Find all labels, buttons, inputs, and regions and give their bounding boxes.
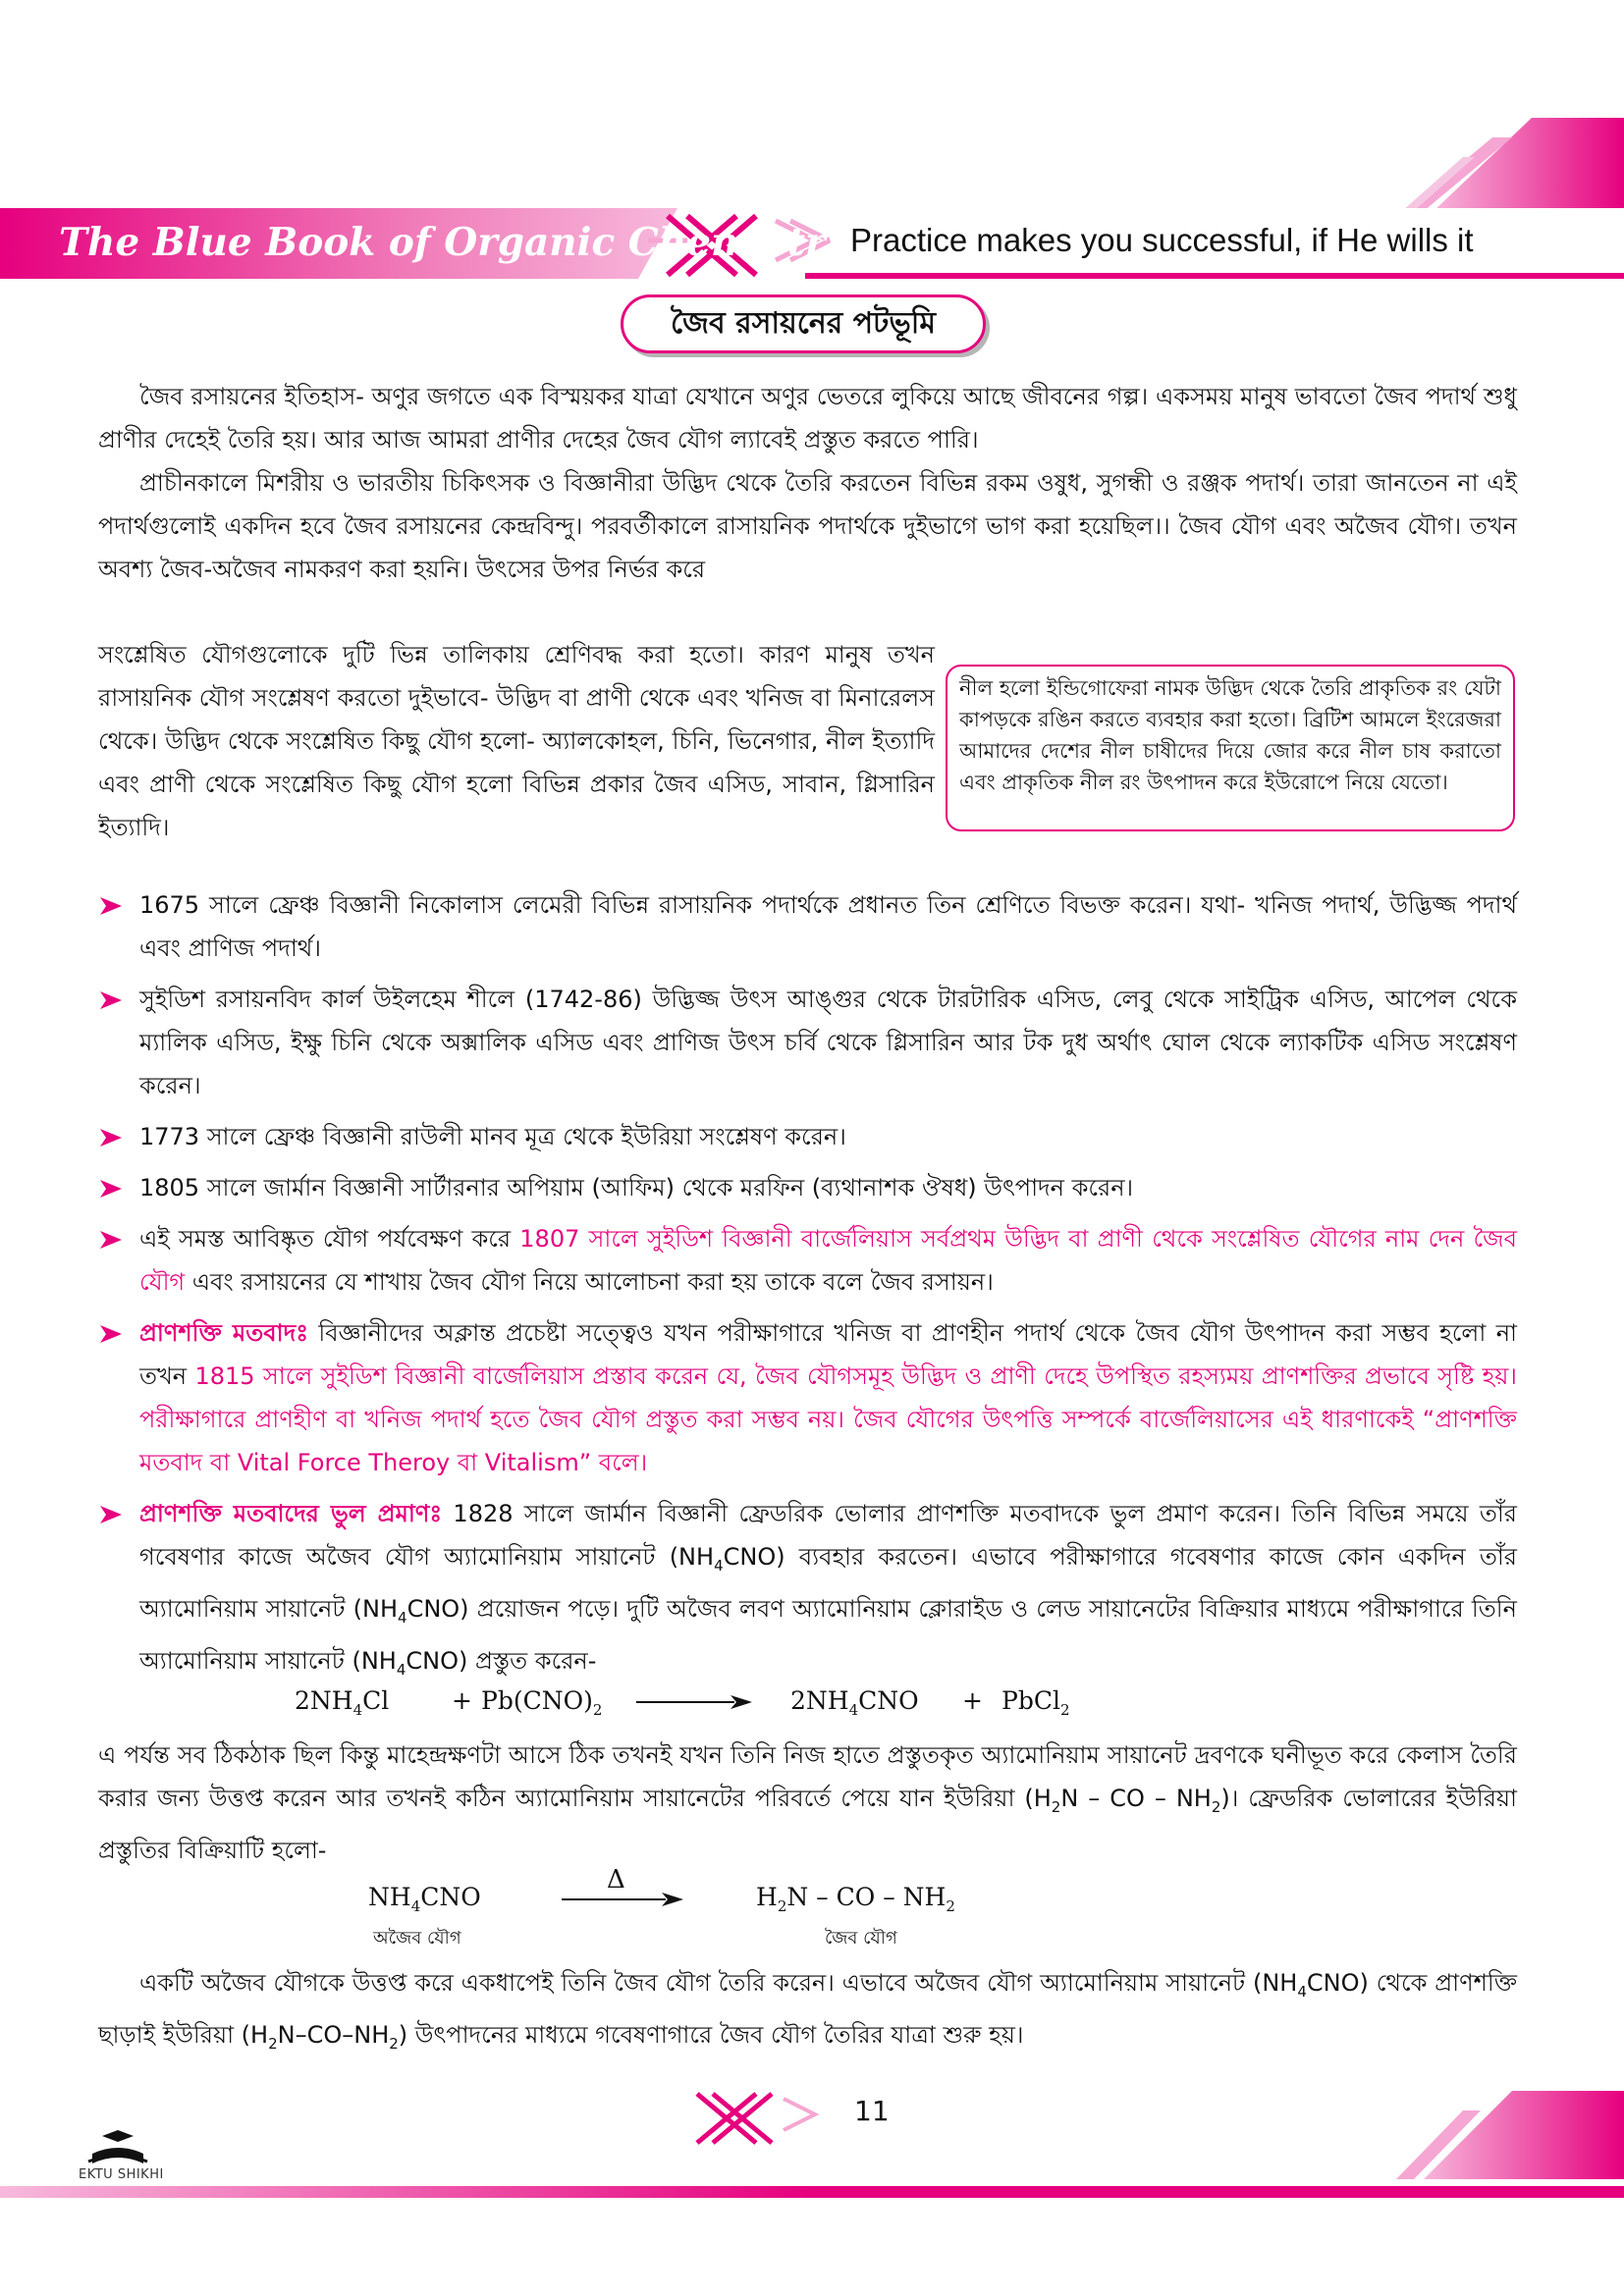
section-title: জৈব রসায়নের পটভূমি: [621, 294, 986, 353]
subscript: 4: [714, 1556, 724, 1575]
indigo-note-box: নীল হলো ইন্ডিগোফেরা নামক উদ্ভিদ থেকে তৈরি প্রাকৃতিক রং যেটা কাপড়কে রঙিন করতে ব্যবহার করা হতো। ব্রিটিশ আমলে ইংরেজরা আমাদের দেশের নীল চাষীদের দিয়ে জোর করে নীল চাষ করাতো এবং প্রাকৃতিক নীল রং উৎপাদন করে ইউরোপে নিয়ে যেতো।: [946, 665, 1515, 831]
bullet-text: সুইডিশ রসায়নবিদ কার্ল উইলহেম শীলে (1742-86) উদ্ভিজ্জ উৎস আঙ্গুর থেকে টারটারিক এসিড, লেবু থেকে সাইট্রিক এসিড, আপেল থেকে ম্যালিক এসিড, ইক্ষু চিনি থেকে অক্সালিক এসিড এবং প্রাণিজ উৎস চর্বি থেকে গ্লিসারিন আর টক দুধ অর্থাৎ ঘোল থেকে ল্যাকটিক এসিড সংশ্লেষণ করেন।: [139, 986, 1517, 1099]
subscript: 2: [1211, 1797, 1221, 1816]
list-item: [98, 1166, 1517, 1209]
book-title: The Blue Book of Organic Chemistry: [59, 220, 848, 265]
subscript: 4: [848, 1701, 859, 1719]
bullet-text: CNO) ব্যবহার করতেন। এভাবে পরীক্ষাগারে গবেষণার কাজে কোন একদিন তাঁর অ্যামোনিয়াম সায়ানেট (NH: [139, 1543, 1517, 1623]
list-item: [98, 1492, 1517, 1690]
subscript: 4: [398, 1608, 407, 1627]
para-text: )। ফ্রেডরিক ভোলারের ইউরিয়া প্রস্তুতির বিক্রিয়াটি হলো-: [98, 1785, 1517, 1864]
arrow-bullet-icon: [98, 989, 124, 1011]
subscript: 2: [592, 1701, 603, 1719]
bullet-text: 1773 সালে ফ্রেঞ্চ বিজ্ঞানী রাউলী মানব মূত্র থেকে ইউরিয়া সংশ্লেষণ করেন।: [139, 1123, 846, 1150]
bullet-text: 1828 সালে জার্মান বিজ্ঞানী ফ্রেডরিক ভোলার প্রাণশক্তি মতবাদকে ভুল প্রমাণ করেন। তিনি বিভিন্ন সময়ে তাঁর গবেষণার কাজে অজৈব যৌগ অ্যামোনিয়াম সায়ানেট (NH: [139, 1500, 1517, 1571]
eq2-reactant-label: অজৈব যৌগ: [373, 1928, 461, 1949]
eq-text: Cl: [362, 1686, 390, 1715]
intro-paragraph-2: প্রাচীনকালে মিশরীয় ও ভারতীয় চিকিৎসক ও বিজ্ঞানীরা উদ্ভিদ থেকে তৈরি করতেন বিভিন্ন রকম ওষুধ, সুগন্ধী ও রঞ্জক পদার্থ। তারা জানতেন না এই পদার্থগুলোই একদিন হবে জৈব রসায়নের কেন্দ্রবিন্দু। পরবর্তীকালে রাসায়নিক পদার্থকে দুইভাগে ভাগ করা হয়েছিল।। জৈব যৌগ এবং অজৈব যৌগ। তখন অবশ্য জৈব-অজৈব নামকরণ করা হয়নি। উৎসের উপর নির্ভর করে: [98, 469, 1517, 583]
footer-bar: [0, 2186, 1624, 2198]
eq1-plus-2: +: [962, 1686, 983, 1715]
eq-text: 2NH: [790, 1686, 849, 1715]
intro-paragraph-1: জৈব রসায়নের ইতিহাস- অণুর জগতে এক বিস্ময়কর যাত্রা যেখানে অণুর ভেতরে লুকিয়ে আছে জীবনের গল্প। একসময় মানুষ ভাবতো জৈব পদার্থ শুধু প্রাণীর দেহেই তৈরি হয়। আর আজ আমরা প্রাণীর দেহের জৈব যৌগ ল্যাবেই প্রস্তুত করতে পারি।: [98, 383, 1517, 454]
header-tagline: Practice makes you successful, if He wills it: [850, 222, 1474, 258]
subscript: 2: [1059, 1701, 1070, 1719]
history-bullet-list: [98, 883, 1517, 1698]
header-corner-decoration: [1257, 118, 1624, 211]
eq-text: CNO: [420, 1883, 481, 1911]
bullet-text: CNO) প্রস্তুত করেন-: [406, 1646, 597, 1675]
arrow-bullet-icon: [98, 1127, 124, 1148]
page-number: 11: [854, 2095, 890, 2127]
logo-text: EKTU SHIKHI: [79, 2167, 164, 2182]
wohler-paragraph: [98, 1734, 1517, 1872]
arrow-bullet-icon: [98, 895, 124, 917]
eq1-product-2: [1001, 1686, 1070, 1719]
subscript: 2: [777, 1897, 787, 1915]
subscript: 2: [389, 2034, 399, 2053]
berzelius-highlight: 1807 সালে সুইডিশ বিজ্ঞানী বার্জেলিয়াস সর্বপ্রথম উদ্ভিদ বা প্রাণী থেকে সংশ্লেষিত যৌগের নাম দেন জৈব যৌগ: [139, 1225, 1518, 1296]
bullet-text: CNO) প্রয়োজন পড়ে। দুটি অজৈব লবণ অ্যামোনিয়াম ক্লোরাইড ও লেড সায়ানেটের বিক্রিয়ার মাধ্যমে পরীক্ষাগারে তিনি অ্যামোনিয়াম সায়ানেট (NH: [139, 1594, 1517, 1675]
footer-corner-decoration: [1267, 2091, 1624, 2179]
eq-text: CNO: [858, 1686, 919, 1715]
eq1-product-1: [790, 1686, 919, 1719]
para-text: N – CO – NH: [1060, 1785, 1212, 1812]
vitalism-disproof-heading: প্রাণশক্তি মতবাদের ভুল প্রমাণঃ: [139, 1500, 443, 1527]
subscript: 2: [268, 2034, 278, 2053]
subscript: 4: [410, 1897, 421, 1915]
list-item: [98, 1115, 1517, 1158]
subscript: 4: [352, 1701, 363, 1719]
eq-text: Pb(CNO): [481, 1686, 593, 1715]
vitalism-heading: প্রাণশক্তি মতবাদঃ: [139, 1319, 308, 1347]
para-text: CNO) থেকে প্রাণশক্তি ছাড়াই ইউরিয়া (H: [98, 1969, 1518, 2049]
intro-paragraph-3: সংশ্লেষিত যৌগগুলোকে দুটি ভিন্ন তালিকায় শ্রেণিবদ্ধ করা হতো। কারণ মানুষ তখন রাসায়নিক যৌগ সংশ্লেষণ করতো দুইভাবে- উদ্ভিদ বা প্রাণী থেকে এবং খনিজ বা মিনারেলস থেকে। উদ্ভিদ থেকে সংশ্লেষিত কিছু যৌগ হলো- অ্যালকোহল, চিনি, ভিনেগার, নীল ইত্যাদি এবং প্রাণী থেকে সংশ্লেষিত কিছু যৌগ হলো বিভিন্ন প্রকার জৈব এসিড, সাবান, গ্লিসারিন ইত্যাদি।: [98, 641, 935, 841]
bullet-text: বিজ্ঞানীদের অক্লান্ত প্রচেষ্টা সত্ত্বেও যখন পরীক্ষাগারে খনিজ বা প্রাণহীন পদার্থ থেকে জৈব যৌগ উৎপাদন করা সম্ভব হলো না তখন: [139, 1319, 1518, 1390]
bullet-text: এবং রসায়নের যে শাখায় জৈব যৌগ নিয়ে আলোচনা করা হয় তাকে বলে জৈব রসায়ন।: [185, 1268, 994, 1296]
subscript: 4: [396, 1660, 406, 1679]
para-text: এ পর্যন্ত সব ঠিকঠাক ছিল কিন্তু মাহেন্দ্রক্ষণটা আসে ঠিক তখনই যখন তিনি নিজ হাতে প্রস্তুতকৃত অ্যামোনিয়াম সায়ানেট দ্রবণকে ঘনীভূত করে কেলাস তৈরি করার জন্য উত্তপ্ত করেন আর তখনই কঠিন অ্যামোনিয়াম সায়ানেটের পরিবর্তে পেয়ে যান ইউরিয়া (H: [98, 1741, 1517, 1812]
para-text: একটি অজৈব যৌগকে উত্তপ্ত করে একধাপেই তিনি জৈব যৌগ তৈরি করেন। এভাবে অজৈব যৌগ অ্যামোনিয়াম সায়ানেট (NH: [139, 1969, 1298, 1997]
arrow-bullet-icon: [98, 1229, 124, 1251]
conclusion-paragraph: [98, 1961, 1517, 2065]
reaction-arrow-icon: [636, 1692, 752, 1712]
subscript: 4: [1297, 1982, 1307, 2001]
arrow-bullet-icon: [98, 1178, 124, 1200]
eq2-product: [756, 1883, 955, 1915]
footer-cross-decoration: [677, 2079, 825, 2150]
arrow-bullet-icon: [98, 1323, 124, 1345]
eq-text: PbCl: [1001, 1686, 1060, 1715]
reaction-arrow-icon: [562, 1890, 683, 1909]
eq1-reactant-1: [295, 1686, 389, 1719]
arrow-bullet-icon: [98, 1504, 124, 1525]
bullet-text: এই সমস্ত আবিষ্কৃত যৌগ পর্যবেক্ষণ করে: [139, 1225, 520, 1253]
subscript: 2: [946, 1897, 955, 1915]
vitalism-highlight: 1815 সালে সুইডিশ বিজ্ঞানী বার্জেলিয়াস প্রস্তাব করেন যে, জৈব যৌগসমূহ উদ্ভিদ ও প্রাণী দেহে উপস্থিত রহস্যময় প্রাণশক্তির প্রভাবে সৃষ্টি হয়। পরীক্ষাগারে প্রাণহীণ বা খনিজ পদার্থ হতে জৈব যৌগ প্রস্তুত করা সম্ভব নয়। জৈব যৌগের উৎপত্তি সম্পর্কে বার্জেলিয়াসের এই ধারণাকেই “প্রাণশক্তি মতবাদ বা Vital Force Theroy বা Vitalism” বলে।: [139, 1362, 1517, 1476]
eq2-reactant: [368, 1883, 481, 1915]
eq2-product-label: জৈব যৌগ: [825, 1928, 897, 1949]
eq-text: 2NH: [295, 1686, 353, 1715]
list-item: [98, 883, 1517, 970]
bullet-text: 1675 সালে ফ্রেঞ্চ বিজ্ঞানী নিকোলাস লেমেরী বিভিন্ন রাসায়নিক পদার্থকে প্রধানত তিন শ্রেণিতে বিভক্ত করেন। যথা- খনিজ পদার্থ, উদ্ভিজ্জ পদার্থ এবং প্রাণিজ পদার্থ।: [139, 891, 1517, 962]
subscript: 2: [1051, 1797, 1061, 1816]
bullet-text: 1805 সালে জার্মান বিজ্ঞানী সার্টারনার অপিয়াম (আফিম) থেকে মরফিন (ব্যথানাশক ঔষধ) উৎপাদন করেন।: [139, 1174, 1134, 1201]
heat-condition: Δ: [607, 1865, 625, 1895]
para-text: ) উৎপাদনের মাধ্যমে গবেষণাগারে জৈব যৌগ তৈরির যাত্রা শুরু হয়।: [398, 2020, 1024, 2049]
eq-text: N – CO – NH: [786, 1883, 947, 1911]
eq1-reactant-2: [481, 1686, 602, 1719]
eq-text: H: [756, 1883, 778, 1911]
list-item: [98, 1311, 1517, 1484]
list-item: [98, 978, 1517, 1107]
eq1-plus: +: [452, 1686, 472, 1715]
eq-text: NH: [368, 1883, 411, 1911]
para-text: N–CO–NH: [277, 2020, 390, 2049]
list-item: [98, 1217, 1517, 1304]
